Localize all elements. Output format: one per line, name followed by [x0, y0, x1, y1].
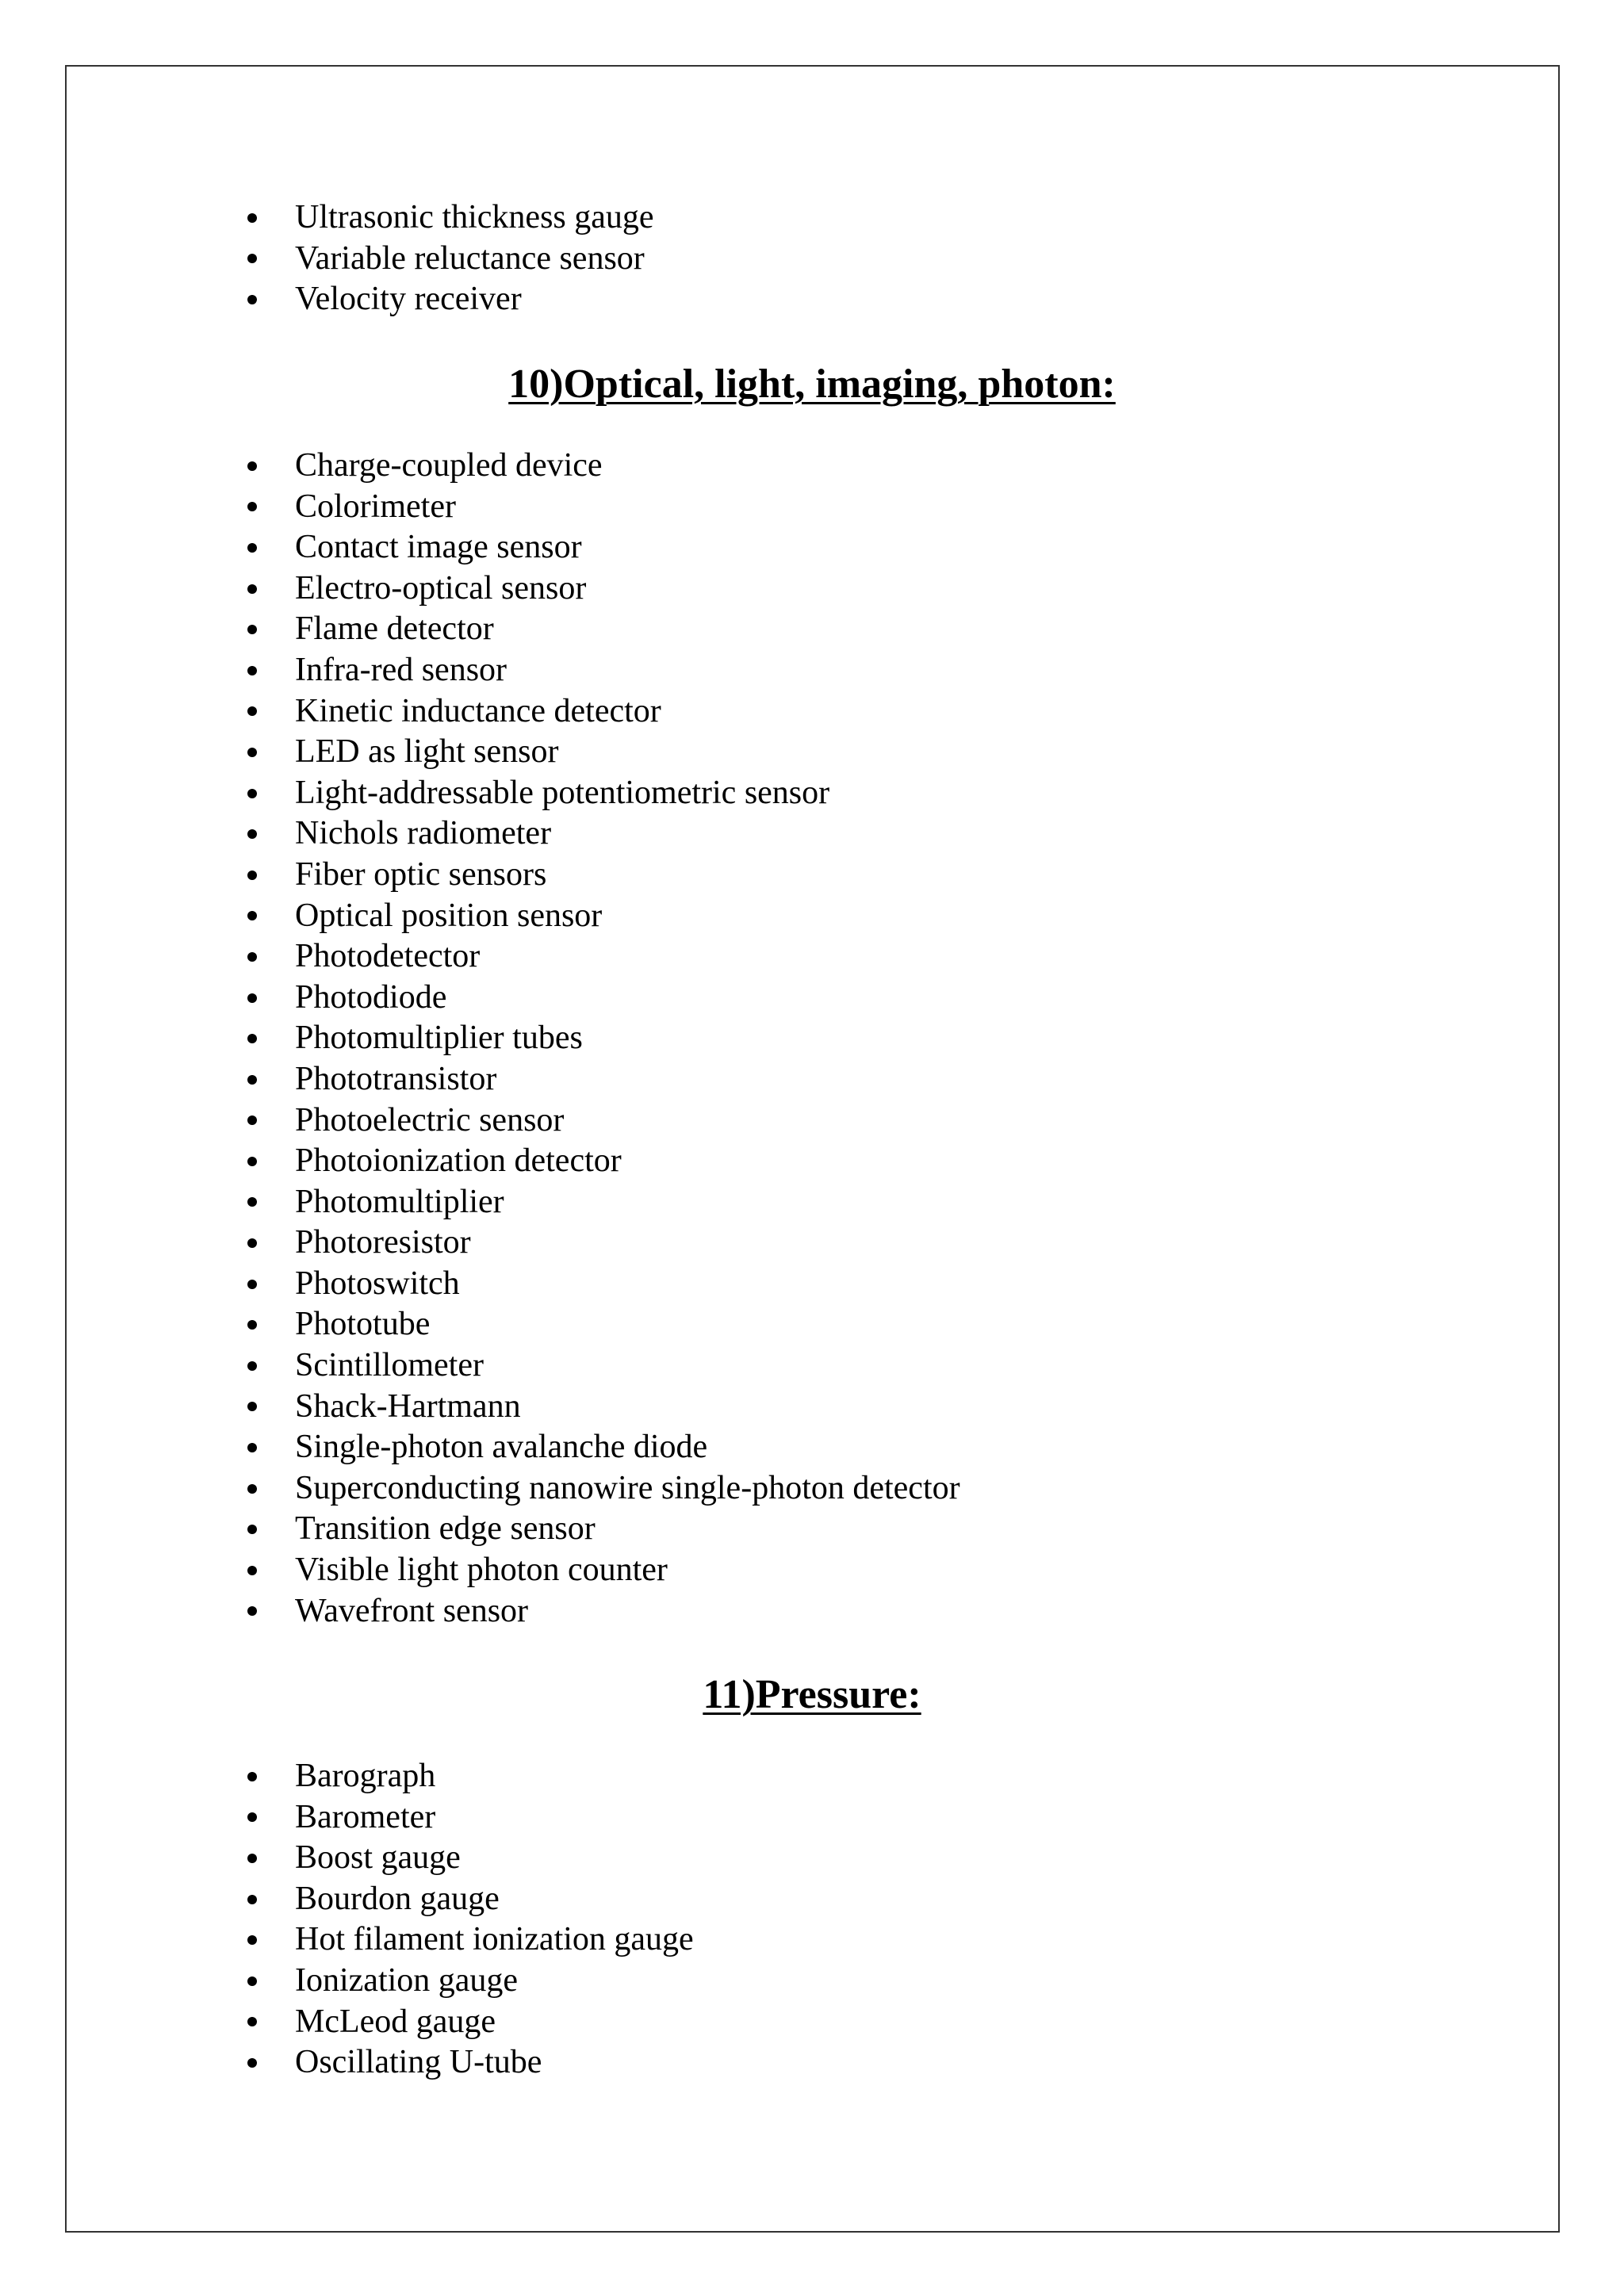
- list-item: [0, 1550, 960, 1591]
- bullet-icon: [247, 1772, 257, 1781]
- optical-sensor-list: [0, 446, 960, 1632]
- bullet-icon: [247, 952, 257, 962]
- list-item-text: Colorimeter: [295, 488, 456, 525]
- list-item: [0, 446, 960, 487]
- list-item-text: Bourdon gauge: [295, 1880, 500, 1917]
- list-item-text: Photoresistor: [295, 1224, 471, 1261]
- bullet-icon: [247, 1935, 257, 1945]
- list-item-text: Kinetic inductance detector: [295, 692, 661, 729]
- bullet-icon: [247, 461, 257, 471]
- list-item-text: Fiber optic sensors: [295, 855, 547, 893]
- list-item-text: Variable reluctance sensor: [295, 239, 645, 277]
- list-item-text: Superconducting nanowire single-photon detector: [295, 1469, 960, 1506]
- bullet-icon: [247, 1361, 257, 1371]
- list-item-text: Barometer: [295, 1798, 436, 1835]
- list-item-text: Photoswitch: [295, 1265, 460, 1302]
- list-item: [0, 1919, 694, 1961]
- section-heading-pressure: 11)Pressure:: [703, 1672, 921, 1717]
- list-item: [0, 1509, 960, 1550]
- list-item-text: Light-addressable potentiometric sensor: [295, 774, 830, 811]
- bullet-icon: [247, 2017, 257, 2026]
- bullet-icon: [247, 1280, 257, 1289]
- bullet-icon: [247, 1812, 257, 1822]
- list-item-text: Electro-optical sensor: [295, 569, 587, 607]
- bullet-icon: [247, 1976, 257, 1986]
- list-item: [0, 1059, 960, 1100]
- bullet-icon: [247, 1075, 257, 1085]
- list-item: [0, 197, 654, 239]
- list-item-text: Photomultiplier: [295, 1183, 504, 1220]
- bullet-icon: [247, 1115, 257, 1125]
- list-item-text: Optical position sensor: [295, 897, 603, 934]
- list-item-text: Transition edge sensor: [295, 1510, 596, 1548]
- list-item-text: Photodiode: [295, 978, 447, 1016]
- bullet-icon: [247, 1402, 257, 1411]
- bullet-icon: [247, 625, 257, 634]
- list-item: [0, 609, 960, 650]
- list-item: [0, 1304, 960, 1345]
- list-item-text: Hot filament ionization gauge: [295, 1921, 694, 1958]
- list-item: [0, 1100, 960, 1142]
- bullet-icon: [247, 1197, 257, 1207]
- list-item: [0, 773, 960, 814]
- bullet-icon: [247, 1238, 257, 1248]
- list-item: [0, 978, 960, 1019]
- list-item: [0, 1264, 960, 1305]
- list-item: [0, 1961, 694, 2002]
- bullet-icon: [247, 2058, 257, 2068]
- list-item: [0, 487, 960, 528]
- list-item: [0, 1223, 960, 1264]
- pressure-sensor-list: [0, 1756, 694, 2084]
- bullet-icon: [247, 829, 257, 839]
- list-item-text: Barograph: [295, 1758, 436, 1794]
- list-item-text: Charge-coupled device: [295, 447, 603, 484]
- bullet-icon: [247, 1606, 257, 1616]
- list-item: [0, 1797, 694, 1839]
- list-item-text: Scintillometer: [295, 1347, 484, 1384]
- list-item: [0, 568, 960, 610]
- list-item-text: Ionization gauge: [295, 1961, 519, 1999]
- list-item: [0, 1141, 960, 1182]
- list-item-text: Phototube: [295, 1306, 431, 1343]
- list-item-text: Shack-Hartmann: [295, 1387, 521, 1425]
- list-item: [0, 732, 960, 773]
- intro-list: [0, 197, 654, 320]
- list-item: [0, 1591, 960, 1632]
- list-item: [0, 1427, 960, 1468]
- list-item-text: Wavefront sensor: [295, 1592, 529, 1629]
- list-item: [0, 527, 960, 568]
- list-item: [0, 1838, 694, 1879]
- list-item-text: Flame detector: [295, 610, 494, 648]
- list-item-text: Photoionization detector: [295, 1142, 622, 1180]
- bullet-icon: [247, 1443, 257, 1452]
- list-item: [0, 2002, 694, 2043]
- bullet-icon: [247, 1895, 257, 1904]
- list-item: [0, 1468, 960, 1510]
- section-heading-optical: 10)Optical, light, imaging, photon:: [508, 362, 1116, 407]
- bullet-icon: [247, 911, 257, 920]
- list-item-text: Infra-red sensor: [295, 651, 508, 688]
- bullet-icon: [247, 502, 257, 511]
- bullet-icon: [247, 1854, 257, 1863]
- list-item-text: Oscillating U-tube: [295, 2044, 542, 2081]
- bullet-icon: [247, 666, 257, 675]
- list-item-text: McLeod gauge: [295, 2003, 496, 2040]
- list-item: [0, 1387, 960, 1428]
- bullet-icon: [247, 295, 257, 304]
- bullet-icon: [247, 1157, 257, 1166]
- bullet-icon: [247, 993, 257, 1003]
- bullet-icon: [247, 1484, 257, 1494]
- list-item-text: Nichols radiometer: [295, 815, 552, 852]
- list-item-text: Single-photon avalanche diode: [295, 1429, 708, 1466]
- list-item: [0, 1345, 960, 1387]
- list-item: [0, 1756, 694, 1797]
- bullet-icon: [247, 748, 257, 757]
- list-item: [0, 936, 960, 978]
- list-item-text: Photodetector: [295, 938, 481, 975]
- list-item: [0, 2042, 694, 2084]
- list-item: [0, 239, 654, 280]
- bullet-icon: [247, 706, 257, 716]
- bullet-icon: [247, 1566, 257, 1575]
- bullet-icon: [247, 254, 257, 263]
- list-item: [0, 896, 960, 937]
- bullet-icon: [247, 871, 257, 880]
- list-item: [0, 1018, 960, 1059]
- bullet-icon: [247, 543, 257, 553]
- bullet-icon: [247, 1320, 257, 1330]
- bullet-icon: [247, 584, 257, 594]
- list-item: [0, 813, 960, 855]
- bullet-icon: [247, 1525, 257, 1534]
- list-item-text: Boost gauge: [295, 1839, 461, 1877]
- list-item: [0, 279, 654, 320]
- list-item-text: Ultrasonic thickness gauge: [295, 199, 654, 235]
- list-item: [0, 650, 960, 691]
- list-item: [0, 1182, 960, 1223]
- list-item-text: Phototransistor: [295, 1060, 497, 1097]
- list-item-text: Photoelectric sensor: [295, 1101, 565, 1138]
- bullet-icon: [247, 1034, 257, 1043]
- list-item-text: Contact image sensor: [295, 529, 582, 566]
- list-item-text: Visible light photon counter: [295, 1552, 668, 1589]
- list-item-text: LED as light sensor: [295, 733, 559, 771]
- list-item: [0, 691, 960, 733]
- bullet-icon: [247, 213, 257, 223]
- list-item-text: Velocity receiver: [295, 281, 522, 318]
- list-item: [0, 1879, 694, 1920]
- list-item-text: Photomultiplier tubes: [295, 1020, 583, 1057]
- list-item: [0, 855, 960, 896]
- bullet-icon: [247, 789, 257, 798]
